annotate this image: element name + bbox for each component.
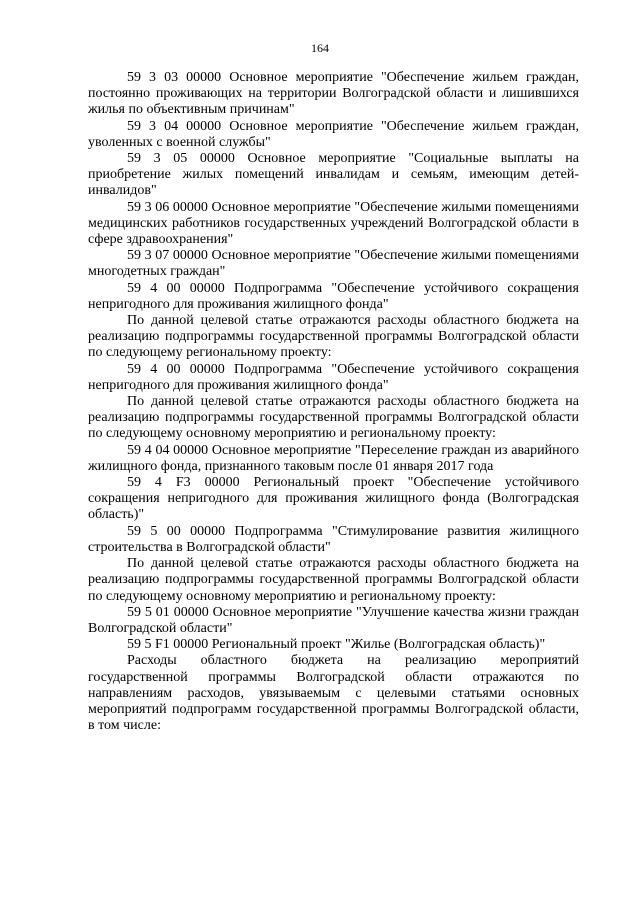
paragraph-code-59-3-04: 59 3 04 00000 Основное мероприятие "Обеспечение жильем граждан, уволенных с военной службы"	[88, 118, 579, 150]
paragraph-code-59-3-07: 59 3 07 00000 Основное мероприятие "Обеспечение жилыми помещениями многодетных граждан"	[88, 248, 579, 280]
paragraph-code-59-4-00-repeat: 59 4 00 00000 Подпрограмма "Обеспечение устойчивого сокращения непригодного для проживания жилищного фонда"	[88, 361, 579, 393]
paragraph-code-59-3-05: 59 3 05 00000 Основное мероприятие "Социальные выплаты на приобретение жилых помещений инвалидам и семьям, имеющим детей-инвалидов"	[88, 151, 579, 199]
paragraph-code-59-4-04: 59 4 04 00000 Основное мероприятие "Переселение граждан из аварийного жилищного фонда, признанного таковым после 01 января 2017 года	[88, 442, 579, 474]
paragraph-description: По данной целевой статье отражаются расходы областного бюджета на реализацию подпрограммы государственной программы Волгоградской области по следующему региональному проекту:	[88, 313, 579, 361]
paragraph-description: По данной целевой статье отражаются расходы областного бюджета на реализацию подпрограммы государственной программы Волгоградской области по следующему основному мероприятию и региональному проекту:	[88, 556, 579, 604]
paragraph-closing: Расходы областного бюджета на реализацию мероприятий государственной программы Волгоградской области отражаются по направлениям расходов, увязываемым с целевыми статьями основных мероприятий подпрограмм государственной программы Волгоградской области, в том числе:	[88, 653, 579, 734]
paragraph-code-59-3-03: 59 3 03 00000 Основное мероприятие "Обеспечение жильем граждан, постоянно проживающих на территории Волгоградской области и лишившихся жилья по объективным причинам"	[88, 70, 579, 118]
paragraph-code-59-3-06: 59 3 06 00000 Основное мероприятие "Обеспечение жилыми помещениями медицинских работников государственных учреждений Волгоградской области в сфере здравоохранения"	[88, 199, 579, 248]
paragraph-description: По данной целевой статье отражаются расходы областного бюджета на реализацию подпрограммы государственной программы Волгоградской области по следующему основному мероприятию и региональному проекту:	[88, 394, 579, 442]
document-body	[88, 70, 579, 734]
paragraph-code-59-4-f3: 59 4 F3 00000 Региональный проект "Обеспечение устойчивого сокращения непригодного для проживания жилищного фонда (Волгоградская область)"	[88, 475, 579, 523]
page-number: 164	[311, 41, 329, 55]
paragraph-code-59-5-f1: 59 5 F1 00000 Региональный проект "Жилье (Волгоградская область)"	[127, 637, 546, 653]
paragraph-code-59-5-00: 59 5 00 00000 Подпрограмма "Стимулирование развития жилищного строительства в Волгоградской области"	[88, 523, 579, 555]
paragraph-code-59-4-00: 59 4 00 00000 Подпрограмма "Обеспечение устойчивого сокращения непригодного для проживания жилищного фонда"	[88, 280, 579, 312]
paragraph-code-59-5-01: 59 5 01 00000 Основное мероприятие "Улучшение качества жизни граждан Волгоградской области"	[88, 604, 579, 636]
